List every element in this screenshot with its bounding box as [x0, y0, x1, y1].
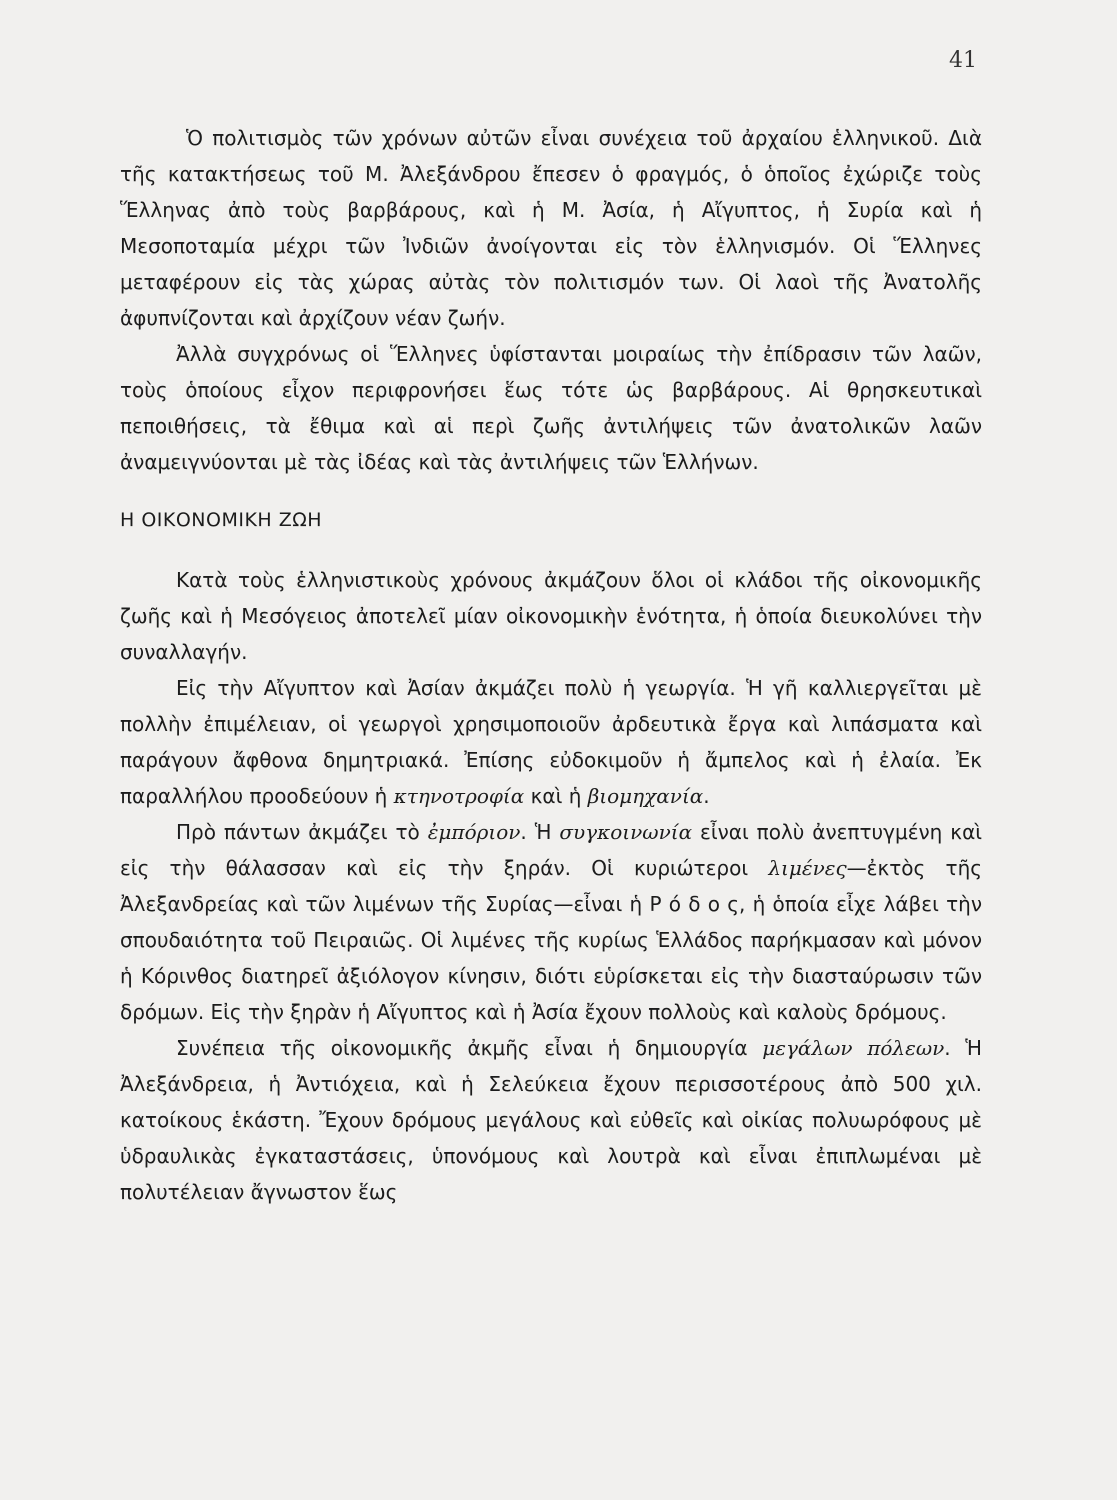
- emphasis-communication: συγκοινωνία: [559, 820, 693, 844]
- paragraph-cities: [120, 1030, 982, 1210]
- paragraph-agriculture: [120, 670, 982, 814]
- text-run: —ἐκτὸς τῆς Ἀλεξανδρείας καὶ τῶν λιμένων τῆς Συρίας—εἶναι ἡ Ρ ό δ ο ς, ἡ ὁποία εἶχε λάβει τὴν σπουδαιότητα τοῦ Πειραιῶς. Οἱ λιμένες τῆς κυρίως Ἑλλάδος παρήκμασαν καὶ μόνον ἡ Κόρινθος διατηρεῖ ἀξιόλογον κίνησιν, διότι εὑρίσκεται εἰς τὴν διασταύρωσιν τῶν δρόμων. Εἰς τὴν ξηρὰν ἡ Αἴγυπτος καὶ ἡ Ἀσία ἔχουν πολλοὺς καὶ καλοὺς δρόμους.: [120, 856, 982, 1024]
- emphasis-livestock: κτηνοτροφία: [393, 784, 525, 808]
- paragraph-economic-unity: Κατὰ τοὺς ἑλληνιστικοὺς χρόνους ἀκμάζουν ὅλοι οἱ κλάδοι τῆς οἰκονομικῆς ζωῆς καὶ ἡ Μεσόγειος ἀποτελεῖ μίαν οἰκονομικὴν ἑνότητα, ἡ ὁποία διευκολύνει τὴν συναλλαγήν.: [120, 568, 982, 664]
- paragraph-trade: [120, 814, 982, 1030]
- emphasis-trade: ἐμπόριον: [427, 820, 521, 844]
- page-body: [120, 120, 982, 1210]
- text-run: .: [703, 784, 710, 808]
- text-run: Συνέπεια τῆς οἰκονομικῆς ἀκμῆς εἶναι ἡ δημιουργία: [176, 1036, 763, 1060]
- text-run: Πρὸ πάντων ἀκμάζει τὸ: [176, 820, 428, 844]
- paragraph-hellenistic-culture: Ὁ πολιτισμὸς τῶν χρόνων αὐτῶν εἶναι συνέχεια τοῦ ἀρχαίου ἑλληνικοῦ. Διὰ τῆς κατακτήσεως τοῦ Μ. Ἀλεξάνδρου ἔπεσεν ὁ φραγμός, ὁ ὁποῖος ἐχώριζε τοὺς Ἕλληνας ἀπὸ τοὺς βαρβάρους, καὶ ἡ Μ. Ἀσία, ἡ Αἴγυπτος, ἡ Συρία καὶ ἡ Μεσοποταμία μέχρι τῶν Ἰνδιῶν ἀνοίγονται εἰς τὸν ἑλληνισμόν. Οἱ Ἕλληνες μεταφέρουν εἰς τὰς χώρας αὐτὰς τὸν πολιτισμόν των. Οἱ λαοὶ τῆς Ἀνατολῆς ἀφυπνίζονται καὶ ἀρχίζουν νέαν ζωήν.: [120, 126, 982, 330]
- text-run: καὶ ἡ: [524, 784, 588, 808]
- emphasis-ports: λιμένες: [768, 856, 847, 880]
- text-run: . Ἡ: [520, 820, 560, 844]
- text-run: . Ἡ Ἀλεξάνδρεια, ἡ Ἀντιόχεια, καὶ ἡ Σελεύκεια ἔχουν περισσοτέρους ἀπὸ 500 χιλ. κατοίκους ἑκάστη. Ἔχουν δρόμους μεγάλους καὶ εὐθεῖς καὶ οἰκίας πολυωρόφους μὲ ὑδραυλικὰς ἐγκαταστάσεις, ὑπονόμους καὶ λουτρὰ καὶ εἶναι ἐπιπλωμέναι μὲ πολυτέλειαν ἄγνωστον ἕως: [120, 1036, 983, 1204]
- page-number: 41: [949, 48, 977, 73]
- text-run: Εἰς τὴν Αἴγυπτον καὶ Ἀσίαν ἀκμάζει πολὺ ἡ γεωργία. Ἡ γῆ καλλιεργεῖται μὲ πολλὴν ἐπιμέλειαν, οἱ γεωργοὶ χρησιμοποιοῦν ἀρδευτικὰ ἔργα καὶ λιπάσματα καὶ παράγουν ἄφθονα δημητριακά. Ἐπίσης εὐδοκιμοῦν ἡ ἄμπελος καὶ ἡ ἐλαία. Ἐκ παραλλήλου προοδεύουν ἡ: [120, 676, 982, 808]
- text-run: εἶναι πολὺ ἀνεπτυγμένη καὶ εἰς τὴν θάλασσαν καὶ εἰς τὴν ξηράν. Οἱ κυριώτεροι: [120, 820, 983, 880]
- paragraph-eastern-influence: Ἀλλὰ συγχρόνως οἱ Ἕλληνες ὑφίστανται μοιραίως τὴν ἐπίδρασιν τῶν λαῶν, τοὺς ὁποίους εἶχον περιφρονήσει ἕως τότε ὡς βαρβάρους. Αἱ θρησκευτικαὶ πεποιθήσεις, τὰ ἔθιμα καὶ αἱ περὶ ζωῆς ἀντιλήψεις τῶν ἀνατολικῶν λαῶν ἀναμειγνύονται μὲ τὰς ἰδέας καὶ τὰς ἀντιλήψεις τῶν Ἑλλήνων.: [120, 342, 982, 474]
- emphasis-industry: βιομηχανία: [587, 784, 704, 808]
- section-heading: Η ΟΙΚΟΝΟΜΙΚΗ ΖΩΗ: [120, 509, 323, 531]
- emphasis-large-cities: μεγάλων πόλεων: [762, 1036, 945, 1060]
